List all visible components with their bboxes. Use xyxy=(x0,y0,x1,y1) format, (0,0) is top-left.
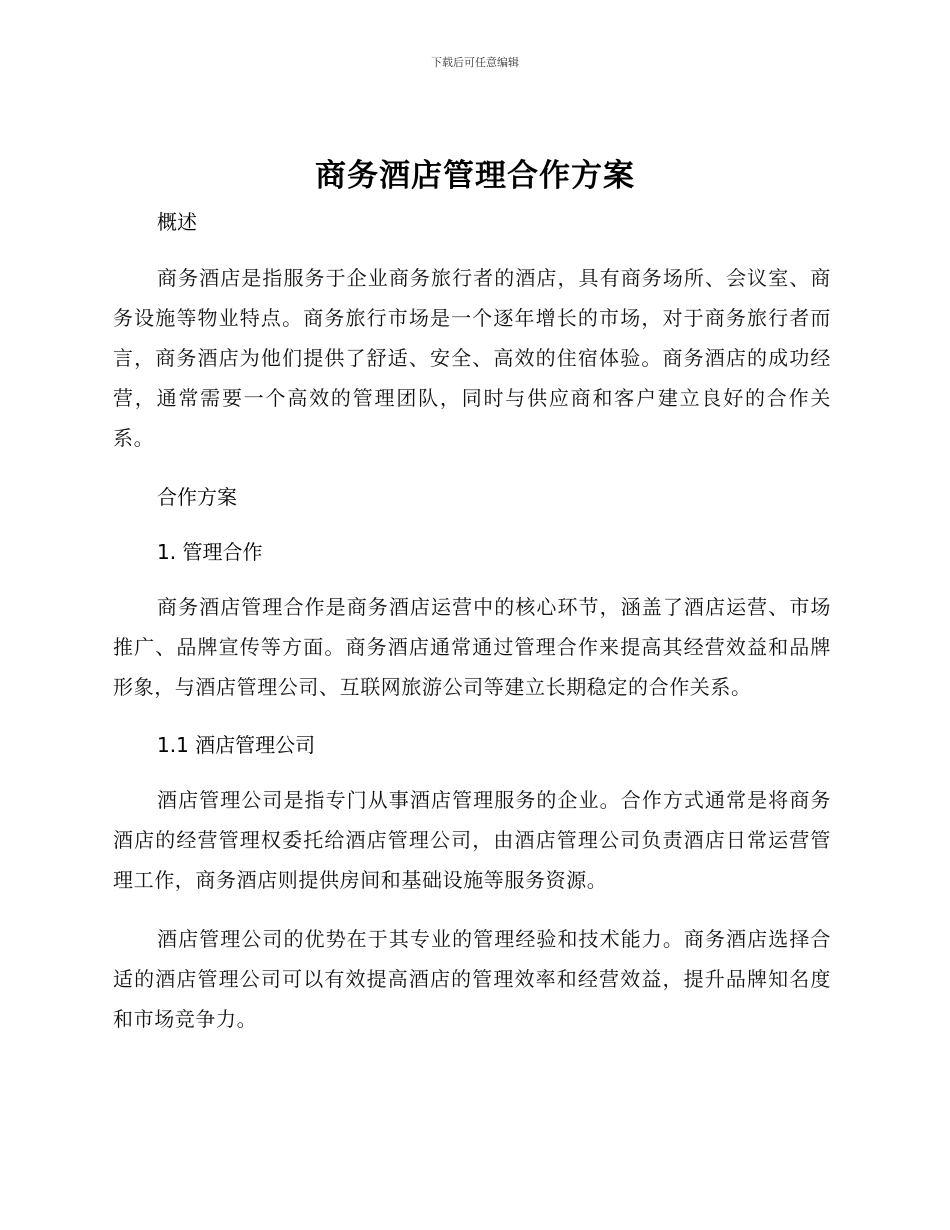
header-note: 下载后可任意编辑 xyxy=(431,56,519,69)
paragraph-overview: 商务酒店是指服务于企业商务旅行者的酒店，具有商务场所、会议室、商务设施等物业特点。商务旅行市场是一个逐年增长的市场，对于商务旅行者而言，商务酒店为他们提供了舒适、安全、高效的住宿体验。商务酒店的成功经营，通常需要一个高效的管理团队，同时与供应商和客户建立良好的合作关系。 xyxy=(113,266,831,450)
document-title: 商务酒店管理合作方案 xyxy=(315,158,635,194)
heading-hotel-management-company: 1.1 酒店管理公司 xyxy=(157,733,316,757)
document-body xyxy=(113,200,831,1039)
paragraph-management-cooperation: 商务酒店管理合作是商务酒店运营中的核心环节，涵盖了酒店运营、市场推广、品牌宣传等方面。商务酒店通常通过管理合作来提高其经营效益和品牌形象，与酒店管理公司、互联网旅游公司等建立长期稳定的合作关系。 xyxy=(113,595,831,699)
heading-overview: 概述 xyxy=(157,210,197,234)
paragraph-company-1: 酒店管理公司是指专门从事酒店管理服务的企业。合作方式通常是将商务酒店的经营管理权委托给酒店管理公司，由酒店管理公司负责酒店日常运营管理工作，商务酒店则提供房间和基础设施等服务资源。 xyxy=(113,788,831,892)
heading-cooperation-plan: 合作方案 xyxy=(157,485,237,509)
paragraph-company-2: 酒店管理公司的优势在于其专业的管理经验和技术能力。商务酒店选择合适的酒店管理公司可以有效提高酒店的管理效率和经营效益，提升品牌知名度和市场竞争力。 xyxy=(113,927,831,1031)
heading-management-cooperation: 1. 管理合作 xyxy=(157,540,263,564)
